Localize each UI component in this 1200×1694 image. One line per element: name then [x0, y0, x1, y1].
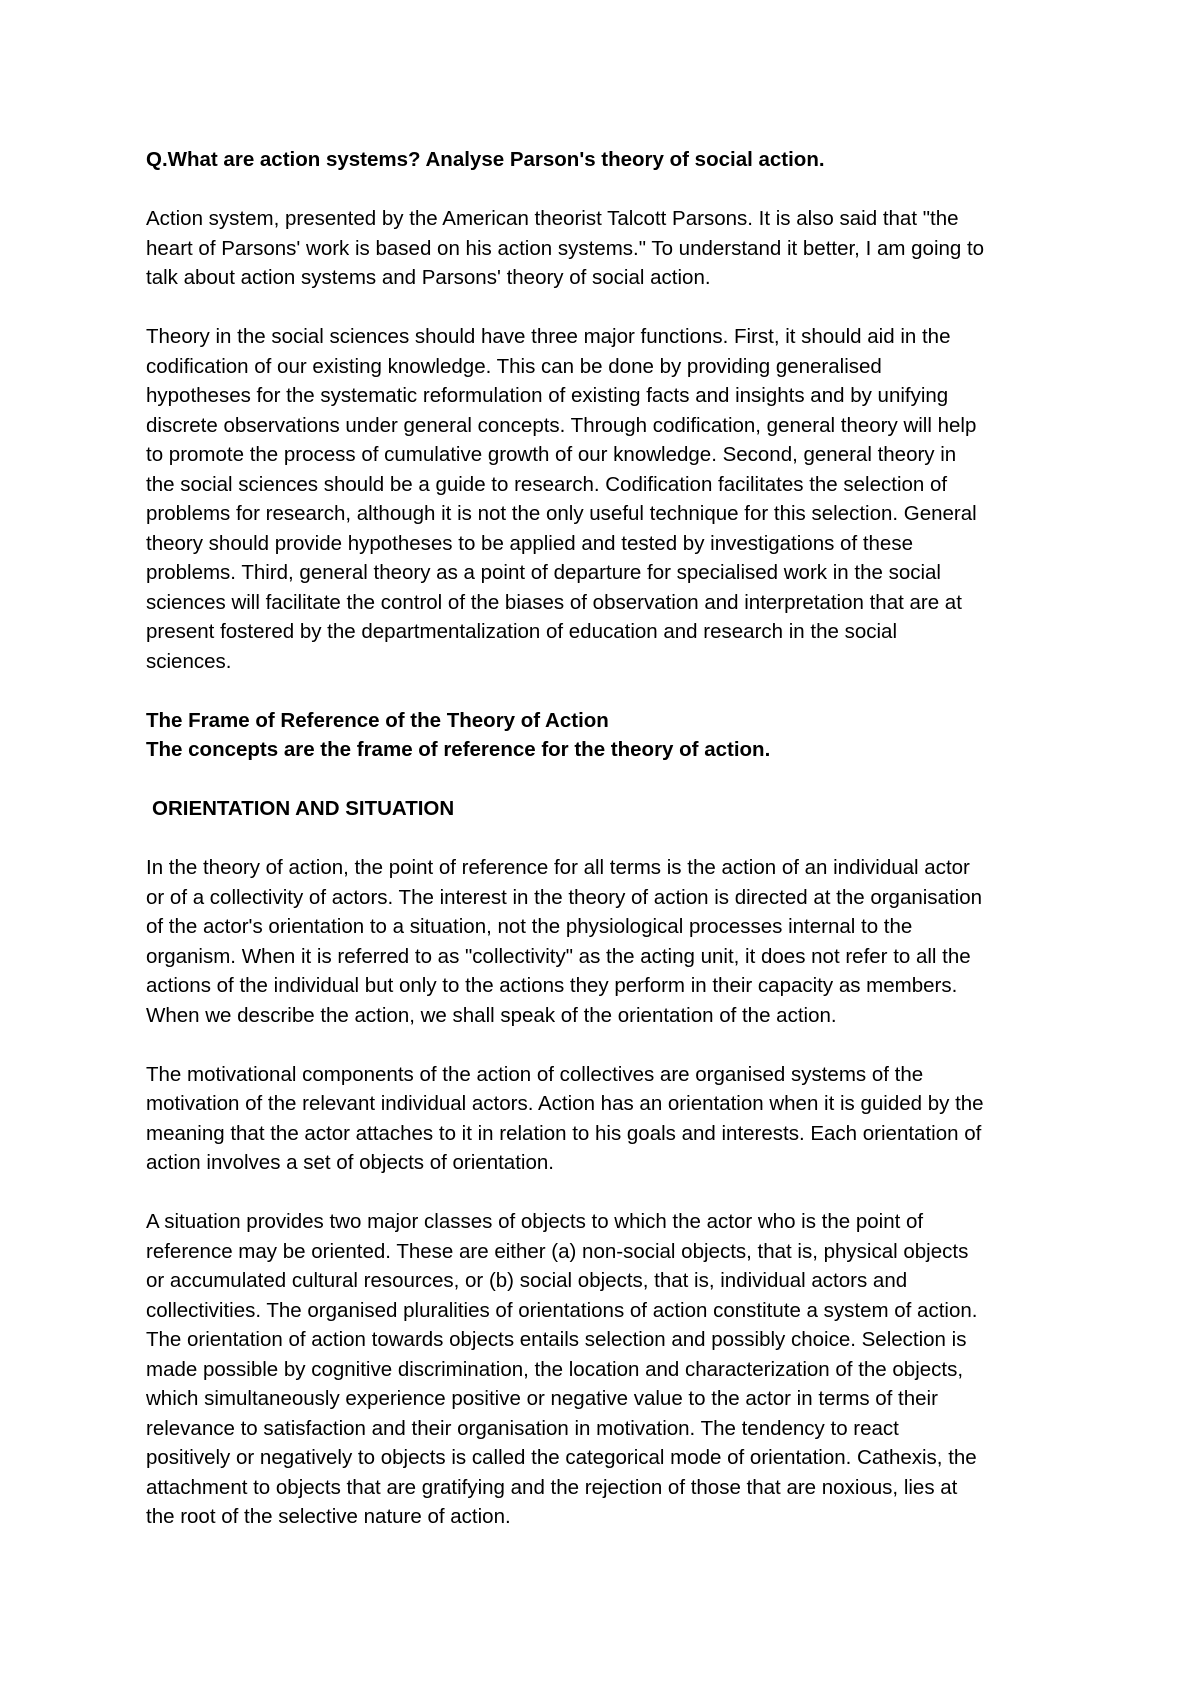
text-line: heart of Parsons' work is based on his action systems." To understand it better, I am going to: [146, 236, 985, 260]
paragraph-theory-functions: [146, 322, 1066, 676]
text-line: Theory in the social sciences should have three major functions. First, it should aid in the: [146, 325, 951, 348]
text-line: codification of our existing knowledge. This can be done by providing generalised: [146, 354, 882, 378]
text-line: to promote the process of cumulative growth of our knowledge. Second, general theory in: [146, 443, 957, 466]
text-line: relevance to satisfaction and their organisation in motivation. The tendency to react: [146, 1416, 899, 1440]
paragraph-motivational-components: [146, 1060, 1066, 1178]
paragraph-point-of-reference: [146, 853, 1066, 1030]
section-heading-frame: The Frame of Reference of the Theory of Action: [146, 708, 609, 732]
text-line: A situation provides two major classes of objects to which the actor who is the point of: [146, 1210, 924, 1233]
text-line: which simultaneously experience positive or negative value to the actor in terms of their: [146, 1387, 938, 1410]
text-line: The motivational components of the action of collectives are organised systems of the: [146, 1062, 924, 1086]
text-line: action involves a set of objects of orientation.: [146, 1151, 554, 1174]
text-line: In the theory of action, the point of reference for all terms is the action of an individual actor: [146, 856, 970, 879]
text-line: motivation of the relevant individual actors. Action has an orientation when it is guided by the: [146, 1092, 984, 1115]
paragraph-intro: [146, 204, 1066, 293]
text-line: reference may be oriented. These are either (a) non-social objects, that is, physical objects: [146, 1239, 969, 1263]
text-line: positively or negatively to objects is called the categorical mode of orientation. Cathexis, the: [146, 1446, 977, 1469]
text-line: collectivities. The organised pluralities of orientations of action constitute a system of action.: [146, 1298, 978, 1322]
text-line: the social sciences should be a guide to research. Codification facilitates the selection of: [146, 472, 948, 496]
text-line: The orientation of action towards objects entails selection and possibly choice. Selection is: [146, 1328, 967, 1351]
section-subheading-frame: The concepts are the frame of reference for the theory of action.: [146, 738, 771, 761]
text-line: or accumulated cultural resources, or (b) social objects, that is, individual actors and: [146, 1269, 908, 1292]
text-line: Action system, presented by the American theorist Talcott Parsons. It is also said that "the: [146, 207, 959, 230]
text-line: actions of the individual but only to the actions they perform in their capacity as members.: [146, 974, 958, 997]
text-line: sciences.: [146, 649, 232, 673]
text-line: discrete observations under general concepts. Through codification, general theory will help: [146, 413, 977, 437]
text-line: hypotheses for the systematic reformulation of existing facts and insights and by unifying: [146, 384, 949, 407]
text-line: of the actor's orientation to a situation, not the physiological processes internal to the: [146, 915, 913, 938]
text-line: problems for research, although it is not the only useful technique for this selection. General: [146, 502, 977, 525]
text-line: organism. When it is referred to as "collectivity" as the acting unit, it does not refer to all the: [146, 944, 971, 968]
text-line: sciences will facilitate the control of the biases of observation and interpretation that are at: [146, 590, 962, 614]
text-line: problems. Third, general theory as a point of departure for specialised work in the social: [146, 561, 941, 584]
text-line: talk about action systems and Parsons' theory of social action.: [146, 266, 711, 289]
text-line: made possible by cognitive discrimination, the location and characterization of the objects,: [146, 1357, 964, 1381]
section-heading-orientation: ORIENTATION AND SITUATION: [152, 797, 455, 820]
text-line: theory should provide hypotheses to be applied and tested by investigations of these: [146, 531, 913, 555]
text-line: the root of the selective nature of action.: [146, 1505, 511, 1528]
paragraph-situation-objects: [146, 1207, 1066, 1532]
document-page: [146, 145, 1066, 1532]
text-line: present fostered by the departmentalization of education and research in the social: [146, 620, 897, 643]
question-heading: Q.What are action systems? Analyse Parson's theory of social action.: [146, 148, 825, 171]
text-line: When we describe the action, we shall speak of the orientation of the action.: [146, 1003, 837, 1027]
text-line: attachment to objects that are gratifying and the rejection of those that are noxious, lies at: [146, 1475, 958, 1499]
text-line: or of a collectivity of actors. The interest in the theory of action is directed at the organisation: [146, 885, 983, 909]
text-line: meaning that the actor attaches to it in relation to his goals and interests. Each orientation of: [146, 1121, 982, 1145]
